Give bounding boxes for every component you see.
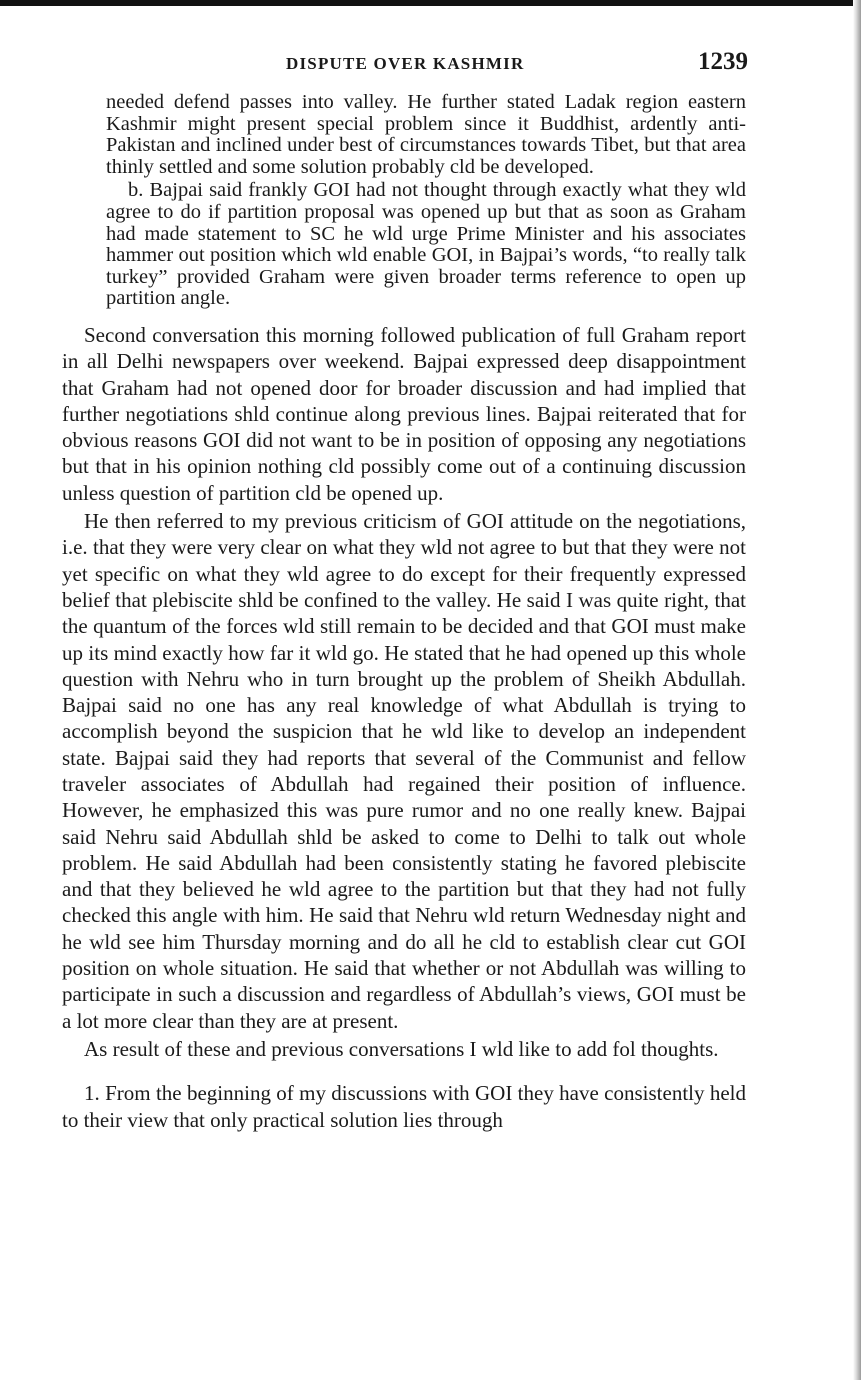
paragraph-thoughts: As result of these and previous conversations I wld like to add fol thoughts. [84, 1036, 719, 1061]
document-body [62, 92, 746, 1133]
paragraph-point-1: 1. From the beginning of my discussions with GOI they have consistently held to their view that only practical solution lies through [62, 1081, 746, 1132]
page-header [108, 48, 748, 86]
page-number: 1239 [698, 48, 748, 75]
paragraph-continuation: needed defend passes into valley. He further stated Ladak region eastern Kashmir might present special problem since it Buddhist, ardently anti-Pakistan and inclined under best of circumstances towards Tibet, but that area thinly settled and some solution probably cld be developed. [106, 91, 746, 178]
paragraph-b: b. Bajpai said frankly GOI had not thought through exactly what they wld agree to do if partition proposal was opened up but that as soon as Graham had made statement to SC he wld urge Prime Minister and his associates hammer out position which wld enable GOI, in Bajpai’s words, “to really talk turkey” provided Graham were given broader terms reference to open up partition angle. [106, 179, 746, 310]
paragraph-second-conversation: Second conversation this morning followed publication of full Graham report in all Delhi newspapers over weekend. Bajpai expressed deep disappointment that Graham had not opened door for broader discussion and had implied that further negotiations shld continue along previous lines. Bajpai reiterated that for obvious reasons GOI did not want to be in position of opposing any negotiations but that in his opinion nothing cld possibly come out of a continuing discussion unless question of partition cld be opened up. [62, 322, 746, 505]
running-head: DISPUTE OVER KASHMIR [286, 54, 525, 73]
paragraph-criticism: He then referred to my previous criticism of GOI attitude on the negotiations, i.e. that they were very clear on what they wld not agree to but that they were not yet specific on what they wld agree to do except for their frequently expressed belief that plebiscite shld be confined to the valley. He said I was quite right, that the quantum of the forces wld still remain to be decided and that GOI must make up its mind exactly how far it wld go. He stated that he had opened up this whole question with Nehru who in turn brought up the problem of Sheikh Abdullah. Bajpai said no one has any real knowledge of what Abdullah is trying to accomplish beyond the suspicion that he wld like to develop an independent state. Bajpai said they had reports that several of the Communist and fellow traveler associates of Abdullah had regained their position of influence. However, he emphasized this was pure rumor and no one really knew. Bajpai said Nehru said Abdullah shld be asked to come to Delhi to talk out whole problem. He said Abdullah had been consistently stating he favored plebiscite and that they believed he wld agree to the partition but that they had not fully checked this angle with him. He said that Nehru wld return Wednesday night and he wld see him Thursday morning and do all he cld to establish clear cut GOI position on whole situation. He said that whether or not Abdullah was willing to participate in such a discussion and regardless of Abdullah’s views, GOI must be a lot more clear than they are at present. [62, 509, 746, 1033]
top-edge-rule [0, 0, 861, 6]
page-edge-shadow [853, 0, 861, 1380]
